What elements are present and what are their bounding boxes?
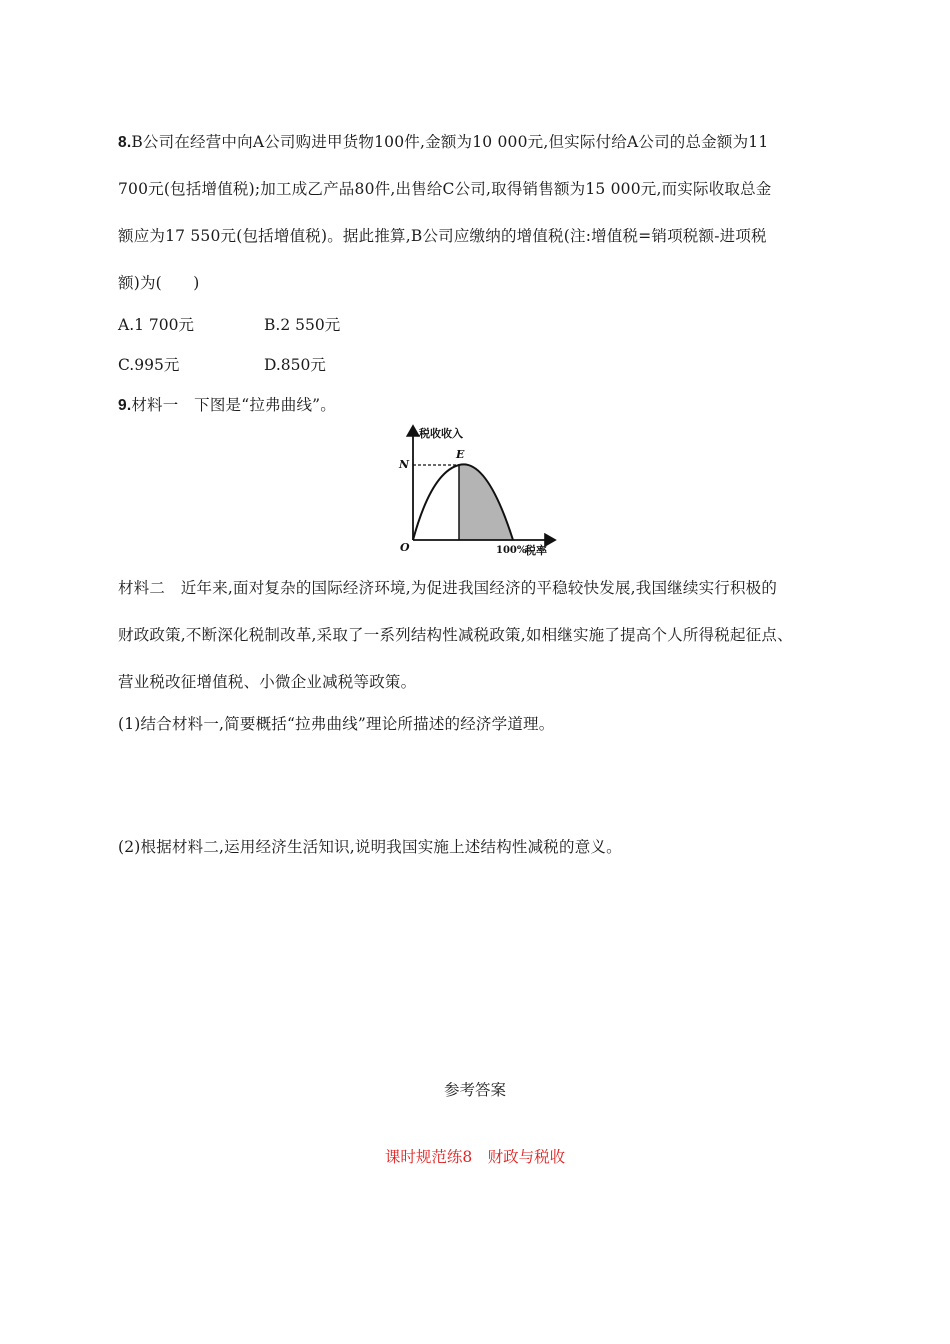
q9-line-1: [118, 393, 336, 415]
x-axis-label: 税率: [525, 544, 547, 557]
q8-line-2: 700元(包括增值税);加工成乙产品80件,出售给C公司,取得销售额为15 000元,而实际收取总金: [118, 180, 772, 198]
q8-option-c: C.995元: [118, 356, 180, 374]
q9-material-2-line-3: 营业税改征增值税、小微企业减税等政策。: [118, 673, 417, 691]
q9-sub-question-1: (1)结合材料一,简要概括“拉弗曲线”理论所描述的经济学道理。: [118, 715, 555, 733]
q8-option-b: B.2 550元: [264, 316, 341, 334]
q8-line-4: 额)为( ): [118, 274, 200, 292]
q8-option-d: D.850元: [264, 356, 326, 374]
answers-heading: 参考答案: [443, 1081, 506, 1099]
q8-number: 8.: [118, 134, 132, 151]
shaded-region: [459, 464, 513, 540]
q9-material-2-line-2: 财政政策,不断深化税制改革,采取了一系列结构性减税政策,如相继实施了提高个人所得税起征点、: [118, 626, 793, 644]
x-tick-label: 100%: [496, 545, 527, 556]
q9-material-1: 材料一 下图是“拉弗曲线”。: [131, 396, 336, 414]
q8-line-1: [118, 130, 768, 152]
q8-text-1: B公司在经营中向A公司购进甲货物100件,金额为10 000元,但实际付给A公司的总金额为11: [131, 133, 769, 151]
q8-option-a: A.1 700元: [118, 316, 194, 334]
q8-line-3: 额应为17 550元(包括增值税)。据此推算,B公司应缴纳的增值税(注:增值税=销项税额-进项税: [118, 227, 767, 245]
y-axis-label: 税收收入: [419, 427, 463, 440]
q9-number: 9.: [118, 397, 132, 414]
laffer-curve-figure: [395, 420, 565, 560]
q9-material-2-line-1: 材料二 近年来,面对复杂的国际经济环境,为促进我国经济的平稳较快发展,我国继续实行积极的: [118, 579, 778, 597]
n-label: N: [399, 458, 410, 471]
origin-label: O: [400, 541, 410, 554]
answers-section-title: 课时规范练8 财政与税收: [384, 1148, 566, 1166]
peak-label: E: [456, 448, 465, 461]
q9-sub-question-2: (2)根据材料二,运用经济生活知识,说明我国实施上述结构性减税的意义。: [118, 838, 622, 856]
